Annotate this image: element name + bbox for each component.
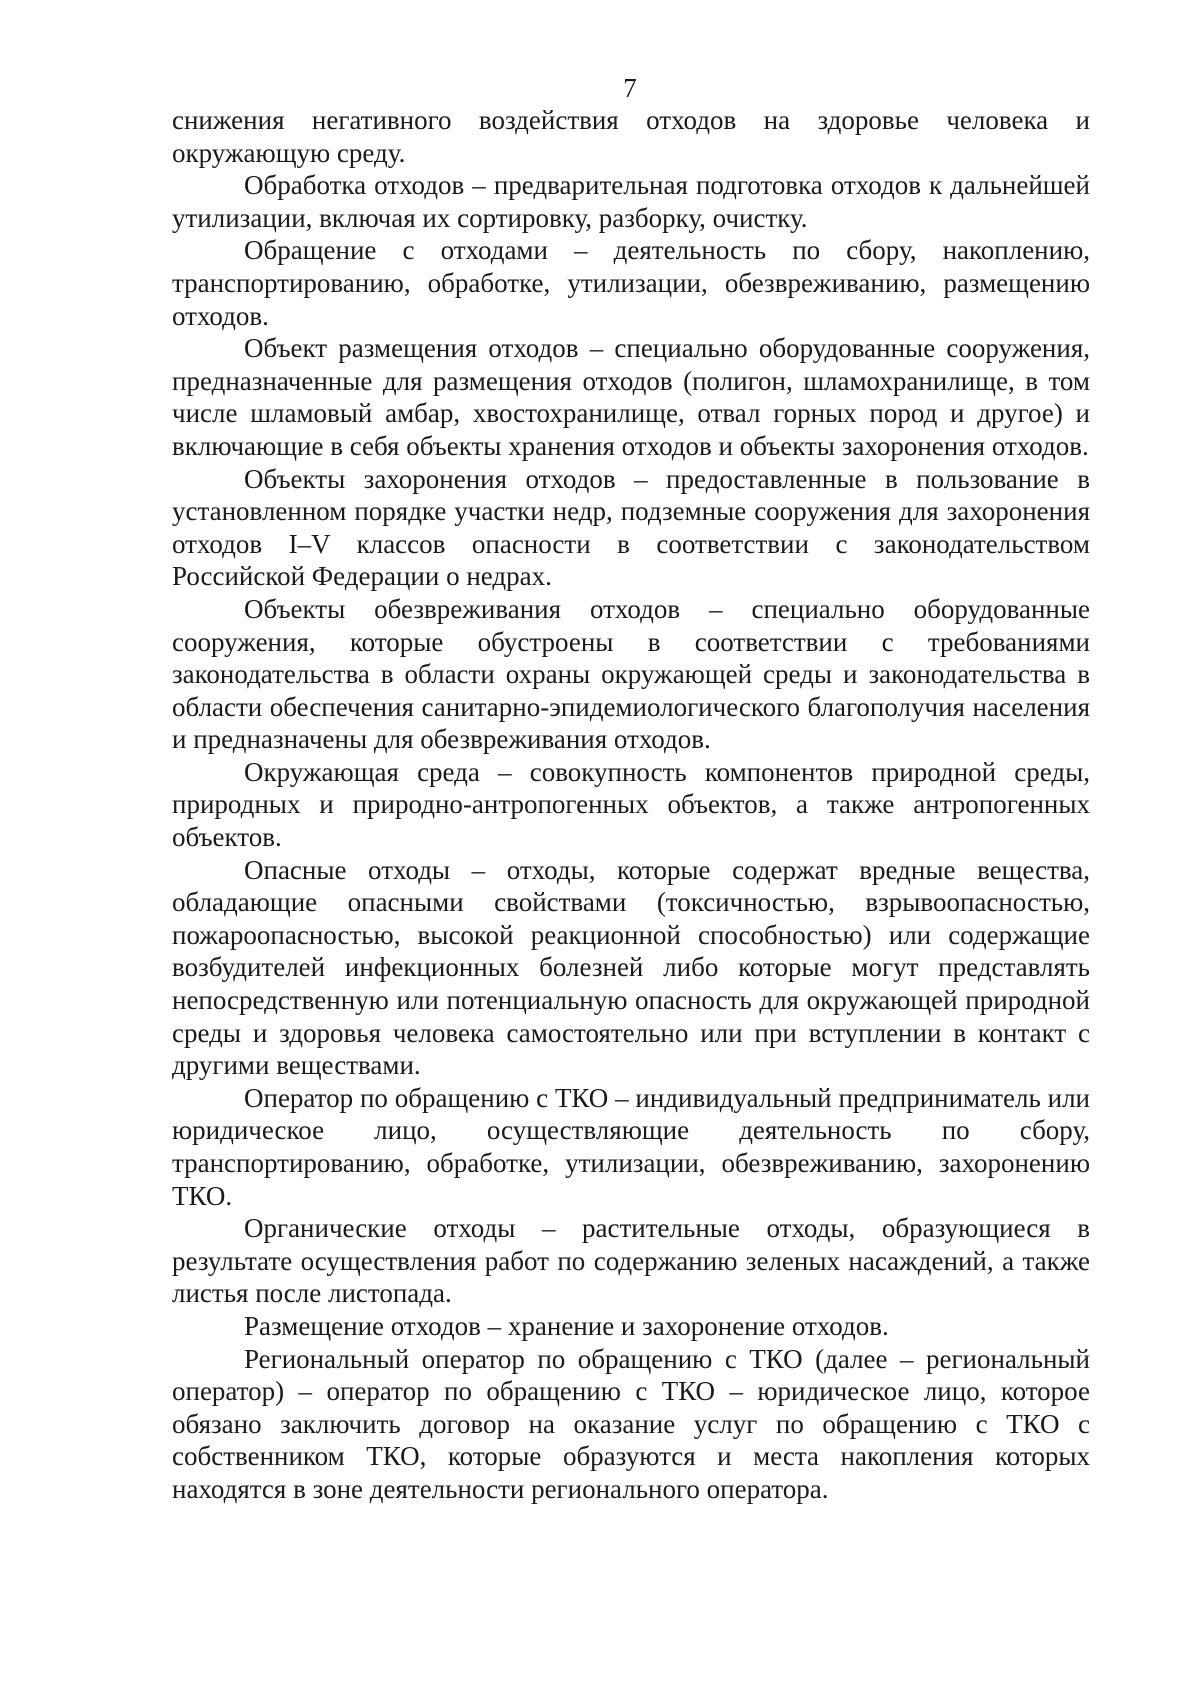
paragraph: Оператор по обращению с ТКО – индивидуальный предприниматель или юридическое лицо, осуществляющие деятельность по сбору, транспортированию, обработке, утилизации, обезвреживанию, захоронению ТКО. xyxy=(172,1082,1090,1211)
paragraph: Размещение отходов – хранение и захоронение отходов. xyxy=(244,1310,889,1341)
paragraph: Обработка отходов – предварительная подготовка отходов к дальнейшей утилизации, включая их сортировку, разборку, очистку. xyxy=(172,170,1090,233)
paragraph: Объекты обезвреживания отходов – специально оборудованные сооружения, которые обустроены в соответствии с требованиями законодательства в области охраны окружающей среды и законодательства в области обеспечения санитарно-эпидемиологического благополучия населения и предназначены для обезвреживания отходов. xyxy=(172,593,1090,755)
paragraph: снижения негативного воздействия отходов на здоровье человека и окружающую среду. xyxy=(172,105,1090,168)
paragraph: Органические отходы – растительные отходы, образующиеся в результате осуществления работ по содержанию зеленых насаждений, а также листья после листопада. xyxy=(172,1213,1090,1309)
paragraph: Объект размещения отходов – специально оборудованные сооружения, предназначенные для размещения отходов (полигон, шламохранилище, в том числе шламовый амбар, хвостохранилище, отвал горных пород и другое) и включающие в себя объекты хранения отходов и объекты захоронения отходов. xyxy=(172,333,1090,461)
document-body xyxy=(172,104,1090,1506)
paragraph: Окружающая среда – совокупность компонентов природной среды, природных и природно-антропогенных объектов, а также антропогенных объектов. xyxy=(172,756,1090,853)
paragraph: Опасные отходы – отходы, которые содержат вредные вещества, обладающие опасными свойствами (токсичностью, взрывоопасностью, пожароопасностью, высокой реакционной способностью) или содержащие возбудителей инфекционных болезней либо которые могут представлять непосредственную или потенциальную опасность для окружающей природной среды и здоровья человека самостоятельно или при вступлении в контакт с другими веществами. xyxy=(172,854,1090,1081)
paragraph: Региональный оператор по обращению с ТКО (далее – региональный оператор) – оператор по обращению с ТКО – юридическое лицо, которое обязано заключить договор на оказание услуг по обращению с ТКО с собственником ТКО, которые образуются и места накопления которых находятся в зоне деятельности регионального оператора. xyxy=(172,1343,1090,1504)
page-number: 7 xyxy=(623,73,637,103)
paragraph: Объекты захоронения отходов – предоставленные в пользование в установленном порядке участки недр, подземные сооружения для захоронения отходов I–V классов опасности в соответствии с законодательством Российской Федерации о недрах. xyxy=(172,463,1090,592)
paragraph: Обращение с отходами – деятельность по сбору, накоплению, транспортированию, обработке, утилизации, обезвреживанию, размещению отходов. xyxy=(172,235,1090,331)
